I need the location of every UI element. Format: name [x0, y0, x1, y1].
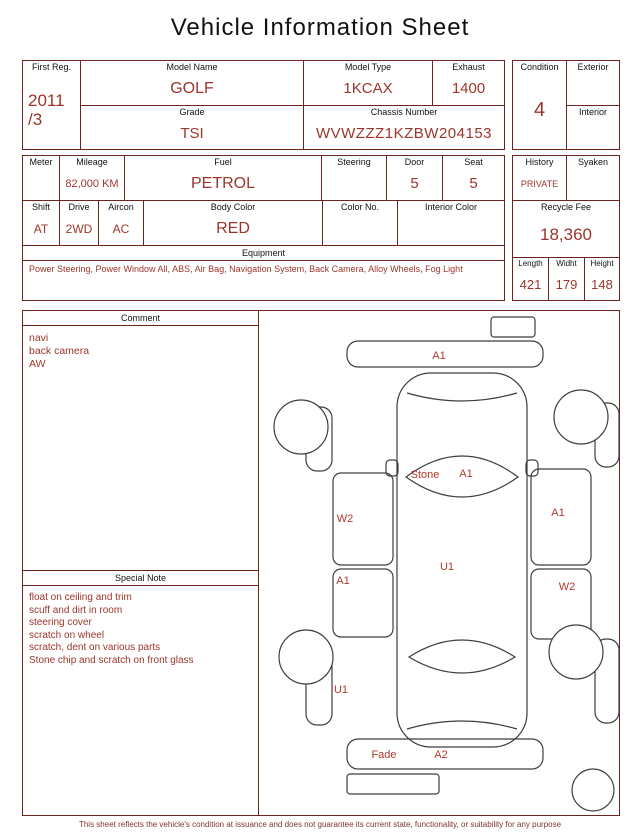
- height-value: 148: [591, 276, 613, 292]
- door-value: 5: [410, 175, 419, 193]
- aircon-value: AC: [112, 221, 130, 236]
- chassis-number-cell: [304, 106, 504, 150]
- comment-line: AW: [29, 358, 46, 371]
- interior-label: Interior: [578, 106, 607, 117]
- seat-value: 5: [469, 175, 478, 193]
- syaken-label: Syaken: [577, 157, 609, 167]
- model-type-cell: [304, 61, 432, 105]
- fuel-cell: [125, 156, 321, 200]
- exhaust-value: 1400: [451, 80, 486, 98]
- car-body: [397, 373, 527, 747]
- chassis-number-label: Chassis Number: [370, 106, 438, 117]
- mark-front-bumper: A1: [432, 350, 446, 362]
- equipment-label: Equipment: [23, 246, 504, 260]
- wheel-rear-left: [279, 630, 333, 684]
- mark-rear-bumper: A2: [434, 749, 448, 761]
- interior-cell: [567, 106, 619, 150]
- wheel-front-left: [274, 400, 328, 454]
- aircon-label: Aircon: [108, 202, 134, 212]
- interior-color-label: Interior Color: [424, 202, 478, 212]
- length-value: 421: [519, 276, 542, 292]
- drive-label: Drive: [68, 202, 90, 212]
- header-table: [22, 60, 505, 150]
- first-reg-label: First Reg.: [31, 62, 71, 72]
- height-cell: [585, 258, 619, 300]
- grade-cell: [81, 106, 303, 150]
- exterior-label: Exterior: [577, 62, 609, 72]
- seat-label: Seat: [464, 157, 483, 167]
- comment-line: navi: [29, 332, 49, 344]
- mileage-label: Mileage: [76, 157, 108, 167]
- height-label: Height: [590, 259, 614, 268]
- special-note-line: float on ceiling and trim: [29, 592, 132, 603]
- disclaimer-text: This sheet reflects the vehicle's condition at issuance and does not guarantee its current state, functionality, or suitability for any purpose: [78, 820, 562, 829]
- color-no-cell: [323, 201, 397, 245]
- steering-value: [322, 168, 386, 200]
- condition-label: Condition: [520, 62, 559, 72]
- meter-label: Meter: [29, 157, 53, 167]
- special-note-line: scratch, dent on various parts: [29, 642, 161, 653]
- exterior-value: [567, 73, 619, 105]
- grade-label: Grade: [179, 106, 205, 117]
- car-diagram: [259, 311, 621, 815]
- mark-right-front-door: A1: [551, 507, 565, 519]
- first-reg-month: /3: [28, 109, 43, 129]
- special-note-box: [23, 571, 258, 815]
- spare-wheel: [572, 769, 614, 811]
- width-label: Widht: [556, 259, 577, 268]
- special-note-header: Special Note: [23, 571, 258, 586]
- grade-value: TSI: [180, 124, 204, 142]
- rear-glass: [409, 640, 515, 673]
- condition-table: [512, 60, 620, 150]
- equipment-value: Power Steering, Power Window All, ABS, Air Bag, Navigation System, Back Camera, Alloy Wheels, Fog Light: [23, 261, 504, 300]
- shift-label: Shift: [31, 202, 50, 212]
- first-reg-cell: [23, 61, 80, 149]
- drive-value: 2WD: [65, 221, 93, 236]
- mark-left-quarter: U1: [333, 684, 349, 696]
- comment-text: [23, 326, 258, 377]
- wheel-rear-right: [549, 625, 603, 679]
- mark-rear-bumper-note: Fade: [371, 749, 397, 761]
- special-note-line: steering cover: [29, 617, 92, 628]
- steering-label: Steering: [337, 157, 371, 167]
- door-label: Door: [404, 157, 425, 167]
- color-no-value: [323, 213, 397, 245]
- condition-cell: [513, 61, 566, 149]
- body-color-cell: [144, 201, 322, 245]
- exhaust-label: Exhaust: [452, 62, 485, 72]
- model-type-value: 1KCAX: [343, 80, 393, 98]
- wheel-front-right: [554, 390, 608, 444]
- mark-left-front-door: W2: [336, 513, 354, 525]
- mileage-value: 82,000 KM: [65, 177, 119, 190]
- chassis-number-value: WVWZZZ1KZBW204153: [315, 124, 493, 142]
- meter-cell: [23, 156, 59, 200]
- body-color-value: RED: [216, 219, 250, 237]
- comment-header: Comment: [23, 311, 258, 326]
- history-label: History: [525, 157, 554, 167]
- recycle-fee-label: Recycle Fee: [540, 202, 592, 212]
- fuel-value: PETROL: [190, 174, 255, 192]
- seat-cell: [443, 156, 504, 200]
- interior-color-value: [398, 213, 504, 245]
- length-cell: [513, 258, 548, 300]
- recycle-fee-value: 18,360: [540, 224, 592, 244]
- exterior-cell: [567, 61, 619, 105]
- condition-value: 4: [533, 99, 546, 122]
- main-panel: [22, 310, 620, 816]
- fuel-label: Fuel: [214, 157, 232, 167]
- comment-line: back camera: [29, 345, 90, 358]
- history-value: PRIVATE: [520, 178, 559, 189]
- hood-line: [407, 393, 517, 401]
- width-value: 179: [555, 276, 578, 292]
- plate-top: [491, 317, 535, 337]
- drive-cell: [60, 201, 98, 245]
- door-cell: [387, 156, 442, 200]
- page-title: Vehicle Information Sheet: [170, 14, 470, 41]
- comment-box: [23, 311, 258, 571]
- special-note-line: Stone chip and scratch on front glass: [29, 654, 194, 666]
- first-reg-value: [23, 73, 80, 149]
- interior-value: [567, 117, 619, 149]
- history-table: [512, 155, 620, 301]
- aircon-cell: [99, 201, 143, 245]
- model-name-cell: [81, 61, 303, 105]
- steering-cell: [322, 156, 386, 200]
- special-note-text: [23, 586, 258, 673]
- width-cell: [549, 258, 584, 300]
- color-no-label: Color No.: [340, 202, 379, 212]
- first-reg-year: 2011: [28, 91, 65, 111]
- shift-value: AT: [33, 221, 49, 236]
- model-name-value: GOLF: [170, 79, 214, 97]
- mark-right-rear-door: W2: [558, 581, 576, 593]
- interior-color-cell: [398, 201, 504, 245]
- mileage-cell: [60, 156, 124, 200]
- meter-value: [23, 168, 59, 200]
- syaken-value: [567, 168, 619, 200]
- mark-roof: U1: [439, 561, 455, 573]
- special-note-line: scuff and dirt in room: [29, 604, 123, 616]
- recycle-fee-cell: [513, 201, 619, 257]
- exhaust-cell: [433, 61, 504, 105]
- body-color-label: Body Color: [210, 202, 256, 212]
- model-type-label: Model Type: [344, 62, 392, 72]
- syaken-cell: [567, 156, 619, 200]
- trunk-line: [407, 721, 517, 729]
- history-cell: [513, 156, 566, 200]
- mark-windshield-note: Stone: [410, 469, 440, 481]
- notes-column: [23, 311, 259, 815]
- plate-bottom: [347, 774, 439, 794]
- special-note-line: scratch on wheel: [29, 629, 105, 641]
- mark-windshield: A1: [459, 468, 473, 480]
- model-name-label: Model Name: [166, 62, 218, 72]
- mark-left-rear-door: A1: [336, 575, 350, 587]
- specs-table: [22, 155, 505, 301]
- shift-cell: [23, 201, 59, 245]
- length-label: Length: [518, 259, 543, 268]
